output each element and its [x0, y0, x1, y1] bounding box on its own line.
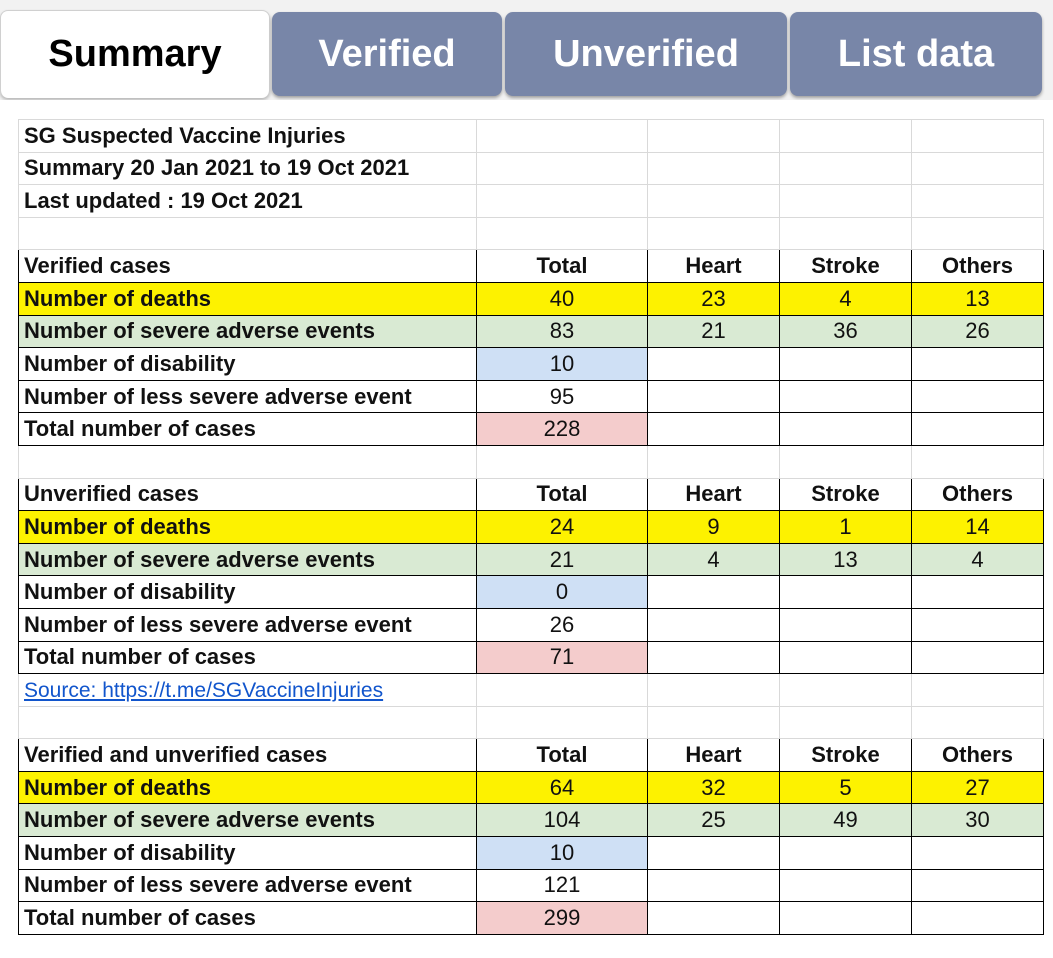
header-row: [19, 120, 1044, 153]
cell-value[interactable]: 26: [477, 608, 648, 641]
header-row: [19, 152, 1044, 185]
source-row: [19, 674, 1044, 707]
sheet-tab-bar: [0, 0, 1053, 100]
verified-less-severe-row: [19, 380, 1044, 413]
unverified-severe-row: [19, 543, 1044, 576]
col-others[interactable]: Others: [912, 478, 1044, 511]
row-label-total[interactable]: Total number of cases: [19, 902, 477, 935]
cell-value[interactable]: 121: [477, 869, 648, 902]
row-label-severe[interactable]: Number of severe adverse events: [19, 804, 477, 837]
empty-row: [19, 445, 1044, 478]
row-label-disability[interactable]: Number of disability: [19, 348, 477, 381]
cell-value[interactable]: 49: [780, 804, 912, 837]
combined-title[interactable]: Verified and unverified cases: [19, 739, 477, 772]
empty-row: [19, 706, 1044, 739]
unverified-deaths-row: [19, 511, 1044, 544]
spreadsheet: [0, 100, 1053, 958]
cell-value[interactable]: 5: [780, 771, 912, 804]
row-label-deaths[interactable]: Number of deaths: [19, 511, 477, 544]
cell-value[interactable]: 9: [648, 511, 780, 544]
cell-value[interactable]: 0: [477, 576, 648, 609]
report-period[interactable]: Summary 20 Jan 2021 to 19 Oct 2021: [19, 152, 477, 185]
col-others[interactable]: Others: [912, 250, 1044, 283]
cell-value[interactable]: 27: [912, 771, 1044, 804]
cell-value[interactable]: 13: [912, 282, 1044, 315]
col-stroke[interactable]: Stroke: [780, 250, 912, 283]
combined-less-severe-row: [19, 869, 1044, 902]
row-label-less-severe[interactable]: Number of less severe adverse event: [19, 869, 477, 902]
unverified-less-severe-row: [19, 608, 1044, 641]
combined-total-row: [19, 902, 1044, 935]
col-total[interactable]: Total: [477, 739, 648, 772]
verified-severe-row: [19, 315, 1044, 348]
cell-value[interactable]: 299: [477, 902, 648, 935]
cell-value[interactable]: 23: [648, 282, 780, 315]
row-label-severe[interactable]: Number of severe adverse events: [19, 315, 477, 348]
row-label-total[interactable]: Total number of cases: [19, 413, 477, 446]
verified-deaths-row: [19, 282, 1044, 315]
tab-unverified[interactable]: Unverified: [505, 12, 787, 96]
cell-value[interactable]: 32: [648, 771, 780, 804]
source-link[interactable]: Source: https://t.me/SGVaccineInjuries: [24, 678, 384, 702]
col-total[interactable]: Total: [477, 250, 648, 283]
combined-disability-row: [19, 837, 1044, 870]
cell-value[interactable]: 30: [912, 804, 1044, 837]
row-label-less-severe[interactable]: Number of less severe adverse event: [19, 380, 477, 413]
row-label-deaths[interactable]: Number of deaths: [19, 282, 477, 315]
cell-value[interactable]: 64: [477, 771, 648, 804]
verified-disability-row: [19, 348, 1044, 381]
col-total[interactable]: Total: [477, 478, 648, 511]
cell-value[interactable]: 25: [648, 804, 780, 837]
row-label-disability[interactable]: Number of disability: [19, 837, 477, 870]
cell-value[interactable]: 1: [780, 511, 912, 544]
tab-list-data[interactable]: List data: [790, 12, 1042, 96]
empty-row: [19, 217, 1044, 250]
row-label-total[interactable]: Total number of cases: [19, 641, 477, 674]
cell-value[interactable]: 104: [477, 804, 648, 837]
cell-value[interactable]: 95: [477, 380, 648, 413]
verified-title[interactable]: Verified cases: [19, 250, 477, 283]
col-heart[interactable]: Heart: [648, 739, 780, 772]
tab-verified[interactable]: Verified: [272, 12, 502, 96]
col-others[interactable]: Others: [912, 739, 1044, 772]
unverified-total-row: [19, 641, 1044, 674]
cell-value[interactable]: 14: [912, 511, 1044, 544]
cell-value[interactable]: 10: [477, 837, 648, 870]
last-updated[interactable]: Last updated : 19 Oct 2021: [19, 185, 477, 218]
cell-value[interactable]: 40: [477, 282, 648, 315]
col-heart[interactable]: Heart: [648, 478, 780, 511]
combined-deaths-row: [19, 771, 1044, 804]
cell-value[interactable]: 36: [780, 315, 912, 348]
report-title[interactable]: SG Suspected Vaccine Injuries: [19, 120, 477, 153]
cell-value[interactable]: 71: [477, 641, 648, 674]
unverified-title[interactable]: Unverified cases: [19, 478, 477, 511]
cell-value[interactable]: 4: [912, 543, 1044, 576]
cell-value[interactable]: 21: [648, 315, 780, 348]
col-stroke[interactable]: Stroke: [780, 739, 912, 772]
col-heart[interactable]: Heart: [648, 250, 780, 283]
header-row: [19, 185, 1044, 218]
unverified-header-row: [19, 478, 1044, 511]
cell-value[interactable]: 13: [780, 543, 912, 576]
cell-value[interactable]: 4: [780, 282, 912, 315]
summary-table: [18, 119, 1044, 935]
row-label-deaths[interactable]: Number of deaths: [19, 771, 477, 804]
cell-value[interactable]: 228: [477, 413, 648, 446]
col-stroke[interactable]: Stroke: [780, 478, 912, 511]
verified-total-row: [19, 413, 1044, 446]
combined-severe-row: [19, 804, 1044, 837]
unverified-disability-row: [19, 576, 1044, 609]
tab-summary[interactable]: Summary: [0, 10, 270, 98]
cell-value[interactable]: 26: [912, 315, 1044, 348]
cell-value[interactable]: 10: [477, 348, 648, 381]
cell-value[interactable]: 21: [477, 543, 648, 576]
combined-header-row: [19, 739, 1044, 772]
cell-value[interactable]: 24: [477, 511, 648, 544]
cell-value[interactable]: 83: [477, 315, 648, 348]
verified-header-row: [19, 250, 1044, 283]
cell-value[interactable]: 4: [648, 543, 780, 576]
row-label-disability[interactable]: Number of disability: [19, 576, 477, 609]
row-label-severe[interactable]: Number of severe adverse events: [19, 543, 477, 576]
row-label-less-severe[interactable]: Number of less severe adverse event: [19, 608, 477, 641]
